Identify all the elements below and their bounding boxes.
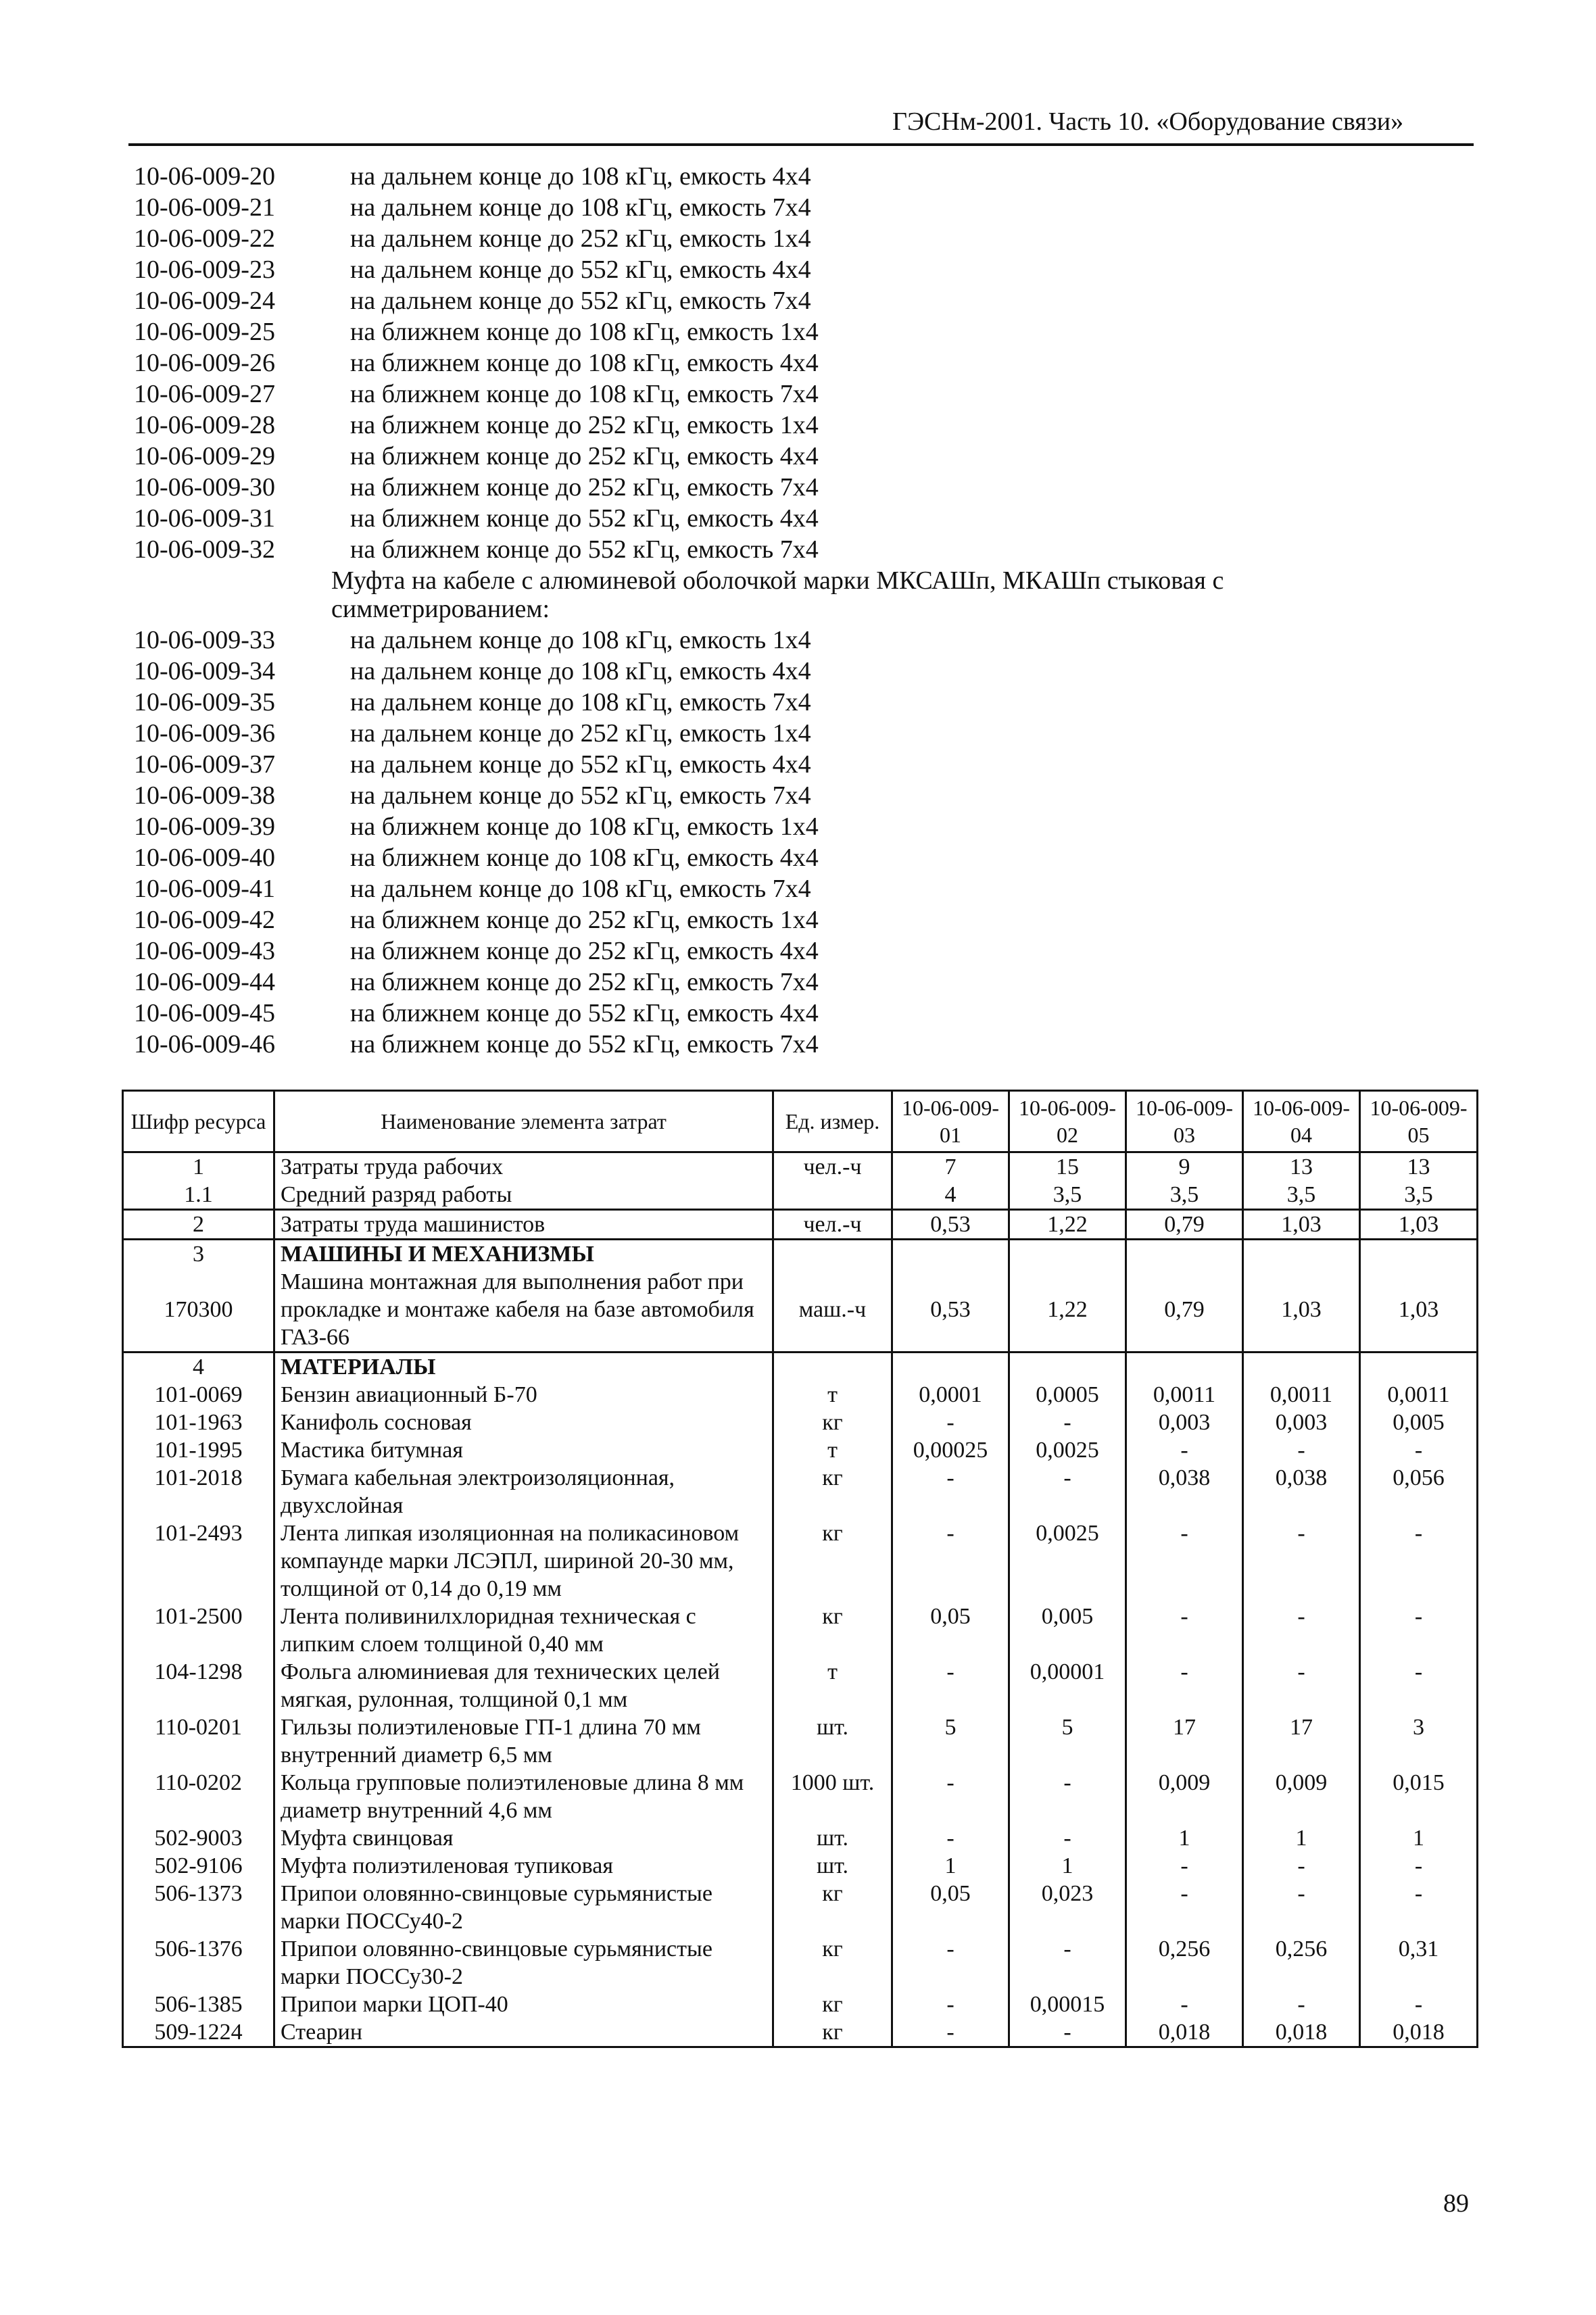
- cell-value: 0,009: [1243, 1769, 1360, 1824]
- page-header-title: ГЭСНм-2001. Часть 10. «Оборудование связи»: [892, 107, 1404, 136]
- cell-value: 1,22: [1009, 1210, 1126, 1240]
- code-description: на ближнем конце до 108 кГц, емкость 4х4: [350, 349, 819, 377]
- resource-table: [122, 1090, 1478, 2048]
- code-list-item: [134, 347, 1418, 379]
- table-row: [123, 1603, 1478, 1658]
- code-description: на ближнем конце до 252 кГц, емкость 7х4: [350, 968, 819, 996]
- cell-value: 0,003: [1243, 1409, 1360, 1436]
- cell-cipher: 1.1: [123, 1181, 274, 1210]
- table-row: [123, 1381, 1478, 1409]
- cell-value: -: [1009, 1769, 1126, 1824]
- code-description: на дальнем конце до 108 кГц, емкость 4х4: [350, 657, 811, 685]
- cell-value: 1,22: [1009, 1268, 1126, 1353]
- code-list-item: [134, 780, 1418, 811]
- table-row: [123, 1353, 1478, 1382]
- table-row: [123, 1464, 1478, 1519]
- cell-value: 0,31: [1360, 1935, 1478, 1991]
- table-row: [123, 1991, 1478, 2018]
- resource-code: 10-06-009-33: [134, 626, 275, 654]
- cell-cipher: 101-2500: [123, 1603, 274, 1658]
- cell-value: -: [1009, 1935, 1126, 1991]
- page-number: 89: [1443, 2189, 1469, 2218]
- cell-name: Канифоль сосновая: [274, 1409, 773, 1436]
- code-description: на ближнем конце до 252 кГц, емкость 7х4: [350, 473, 819, 502]
- cell-value: 3,5: [1243, 1181, 1360, 1210]
- cell-name: Средний разряд работы: [274, 1181, 773, 1210]
- table-row: [123, 1152, 1478, 1181]
- cell-value: -: [892, 2018, 1009, 2047]
- cell-cipher: 502-9106: [123, 1852, 274, 1880]
- resource-code: 10-06-009-41: [134, 875, 275, 903]
- col-header-norm: 10-06-009-04: [1243, 1091, 1360, 1152]
- cell-value: -: [1243, 1436, 1360, 1464]
- group-heading: симметрированием:: [331, 595, 550, 623]
- cell-value: 3,5: [1360, 1181, 1478, 1210]
- col-header-norm: 10-06-009-03: [1126, 1091, 1243, 1152]
- resource-code: 10-06-009-39: [134, 812, 275, 841]
- resource-code: 10-06-009-24: [134, 287, 275, 315]
- cell-unit: шт.: [773, 1824, 892, 1852]
- cell-unit: 1000 шт.: [773, 1769, 892, 1824]
- cell-unit: т: [773, 1436, 892, 1464]
- resource-code: 10-06-009-27: [134, 380, 275, 408]
- cell-value: -: [892, 1519, 1009, 1603]
- code-list-item: [134, 472, 1418, 503]
- cell-value: 1: [892, 1852, 1009, 1880]
- cell-name: Затраты труда рабочих: [274, 1152, 773, 1181]
- cell-value: -: [1360, 1852, 1478, 1880]
- code-list-item: [134, 223, 1418, 254]
- cell-value: 0,53: [892, 1268, 1009, 1353]
- code-description: на дальнем конце до 108 кГц, емкость 7х4: [350, 193, 811, 222]
- cell-value: -: [892, 1658, 1009, 1713]
- cell-value: -: [1126, 1603, 1243, 1658]
- resource-code: 10-06-009-35: [134, 688, 275, 716]
- cell-unit: [773, 1353, 892, 1382]
- code-description: на ближнем конце до 552 кГц, емкость 7х4: [350, 535, 819, 564]
- cell-value: 1,03: [1243, 1268, 1360, 1353]
- cell-value: 0,018: [1126, 2018, 1243, 2047]
- cell-value: -: [1360, 1519, 1478, 1603]
- cell-value: -: [1126, 1991, 1243, 2018]
- code-description: на дальнем конце до 252 кГц, емкость 1х4: [350, 719, 811, 748]
- code-list-item: [134, 842, 1418, 873]
- code-description: на дальнем конце до 552 кГц, емкость 7х4: [350, 781, 811, 810]
- cell-value: 13: [1243, 1152, 1360, 1181]
- table-row: [123, 1268, 1478, 1353]
- table-row: [123, 1181, 1478, 1210]
- resource-code: 10-06-009-37: [134, 750, 275, 779]
- cell-unit: кг: [773, 1409, 892, 1436]
- cell-value: [1243, 1353, 1360, 1382]
- resource-code: 10-06-009-44: [134, 968, 275, 996]
- cell-value: 0,018: [1360, 2018, 1478, 2047]
- cell-value: 0,05: [892, 1880, 1009, 1935]
- code-description: на дальнем конце до 108 кГц, емкость 4х4: [350, 162, 811, 191]
- table-row: [123, 1436, 1478, 1464]
- resource-code: 10-06-009-38: [134, 781, 275, 810]
- cell-unit: т: [773, 1381, 892, 1409]
- cell-value: -: [1243, 1991, 1360, 2018]
- code-description: на ближнем конце до 552 кГц, емкость 4х4: [350, 504, 819, 533]
- cell-value: -: [892, 1464, 1009, 1519]
- cell-value: [1360, 1240, 1478, 1269]
- cell-value: [1126, 1353, 1243, 1382]
- cell-cipher: 506-1376: [123, 1935, 274, 1991]
- code-list-item: [134, 625, 1418, 656]
- code-description: на дальнем конце до 108 кГц, емкость 1х4: [350, 626, 811, 654]
- resource-code: 10-06-009-46: [134, 1030, 275, 1058]
- table-row: [123, 1713, 1478, 1769]
- cell-cipher: 101-2493: [123, 1519, 274, 1603]
- code-description: на ближнем конце до 552 кГц, емкость 4х4: [350, 999, 819, 1027]
- cell-value: -: [892, 1409, 1009, 1436]
- code-description: на ближнем конце до 552 кГц, емкость 7х4: [350, 1030, 819, 1058]
- code-description: на дальнем конце до 552 кГц, емкость 4х4: [350, 255, 811, 284]
- code-description: на дальнем конце до 108 кГц, емкость 7х4: [350, 875, 811, 903]
- cell-value: 17: [1243, 1713, 1360, 1769]
- resource-code: 10-06-009-29: [134, 442, 275, 470]
- cell-value: [1126, 1240, 1243, 1269]
- table-row: [123, 1852, 1478, 1880]
- resource-code: 10-06-009-32: [134, 535, 275, 564]
- code-description: на дальнем конце до 252 кГц, емкость 1х4: [350, 224, 811, 253]
- cell-value: 15: [1009, 1152, 1126, 1181]
- code-list-item: [134, 410, 1418, 441]
- cell-name: МАШИНЫ И МЕХАНИЗМЫ: [274, 1240, 773, 1269]
- cell-value: 3: [1360, 1713, 1478, 1769]
- cell-value: [892, 1240, 1009, 1269]
- resource-code: 10-06-009-22: [134, 224, 275, 253]
- cell-value: 0,038: [1126, 1464, 1243, 1519]
- cell-unit: кг: [773, 1935, 892, 1991]
- cell-value: 0,0001: [892, 1381, 1009, 1409]
- cell-name: Кольца групповые полиэтиленовые длина 8 мм диаметр внутренний 4,6 мм: [274, 1769, 773, 1824]
- cell-value: 0,00001: [1009, 1658, 1126, 1713]
- cell-cipher: 3: [123, 1240, 274, 1269]
- cell-cipher: 2: [123, 1210, 274, 1240]
- code-list-item: [134, 534, 1418, 565]
- col-header-norm: 10-06-009-02: [1009, 1091, 1126, 1152]
- cell-cipher: 110-0202: [123, 1769, 274, 1824]
- table-header-row: [123, 1091, 1478, 1152]
- cell-cipher: 104-1298: [123, 1658, 274, 1713]
- cell-value: -: [1243, 1603, 1360, 1658]
- cell-value: [1009, 1240, 1126, 1269]
- resource-code: 10-06-009-34: [134, 657, 275, 685]
- cell-value: -: [1360, 1880, 1478, 1935]
- cell-value: 3,5: [1126, 1181, 1243, 1210]
- code-list-item: [134, 192, 1418, 223]
- code-description: на ближнем конце до 108 кГц, емкость 1х4: [350, 812, 819, 841]
- cell-value: -: [1360, 1991, 1478, 2018]
- resource-code: 10-06-009-42: [134, 906, 275, 934]
- cell-value: 1,03: [1360, 1268, 1478, 1353]
- cell-unit: [773, 1181, 892, 1210]
- cell-value: -: [892, 1769, 1009, 1824]
- cell-value: 0,018: [1243, 2018, 1360, 2047]
- cell-value: [1360, 1353, 1478, 1382]
- cell-value: 0,05: [892, 1603, 1009, 1658]
- code-list-item: [134, 904, 1418, 935]
- code-description: на дальнем конце до 108 кГц, емкость 7х4: [350, 688, 811, 716]
- cell-value: 13: [1360, 1152, 1478, 1181]
- cell-value: 1,03: [1243, 1210, 1360, 1240]
- cell-name: Муфта полиэтиленовая тупиковая: [274, 1852, 773, 1880]
- cell-value: 0,0025: [1009, 1436, 1126, 1464]
- code-list-item: [134, 967, 1418, 998]
- resource-code: 10-06-009-43: [134, 937, 275, 965]
- cell-unit: кг: [773, 1464, 892, 1519]
- cell-name: Бензин авиационный Б-70: [274, 1381, 773, 1409]
- table-row: [123, 1824, 1478, 1852]
- cell-value: -: [892, 1991, 1009, 2018]
- cell-cipher: 1: [123, 1152, 274, 1181]
- cell-value: -: [1243, 1519, 1360, 1603]
- cell-name: МАТЕРИАЛЫ: [274, 1353, 773, 1382]
- col-header-norm: 10-06-009-05: [1360, 1091, 1478, 1152]
- resource-code: 10-06-009-20: [134, 162, 275, 191]
- cell-unit: [773, 1240, 892, 1269]
- cell-value: -: [1360, 1603, 1478, 1658]
- resource-code: 10-06-009-21: [134, 193, 275, 222]
- group-heading: Муфта на кабеле с алюминевой оболочкой марки МКСАШп, МКАШп стыковая с: [331, 566, 1224, 595]
- code-list-item: [134, 379, 1418, 410]
- code-list-item: [134, 998, 1418, 1029]
- cell-value: 0,0005: [1009, 1381, 1126, 1409]
- code-list-item: [134, 935, 1418, 967]
- cell-name: Гильзы полиэтиленовые ГП-1 длина 70 мм внутренний диаметр 6,5 мм: [274, 1713, 773, 1769]
- cell-value: 0,0025: [1009, 1519, 1126, 1603]
- code-list-item: [134, 811, 1418, 842]
- code-description: на ближнем конце до 252 кГц, емкость 4х4: [350, 937, 819, 965]
- cell-value: 0,0011: [1360, 1381, 1478, 1409]
- cell-name: Машина монтажная для выполнения работ при прокладке и монтаже кабеля на базе автомобиля ГАЗ-66: [274, 1268, 773, 1353]
- cell-name: Припои оловянно-свинцовые сурьмянистые марки ПОССу30-2: [274, 1935, 773, 1991]
- table-row: [123, 1658, 1478, 1713]
- cell-value: 1: [1243, 1824, 1360, 1852]
- cell-value: 9: [1126, 1152, 1243, 1181]
- resource-code: 10-06-009-40: [134, 844, 275, 872]
- cell-unit: кг: [773, 1991, 892, 2018]
- cell-value: 0,009: [1126, 1769, 1243, 1824]
- cell-value: 0,003: [1126, 1409, 1243, 1436]
- code-description: на ближнем конце до 252 кГц, емкость 1х4: [350, 411, 819, 439]
- cell-unit: чел.-ч: [773, 1152, 892, 1181]
- col-header-name: Наименование элемента затрат: [274, 1091, 773, 1152]
- cell-unit: чел.-ч: [773, 1210, 892, 1240]
- code-list-item: [134, 873, 1418, 904]
- cell-value: 7: [892, 1152, 1009, 1181]
- cell-unit: шт.: [773, 1852, 892, 1880]
- cell-value: -: [1126, 1519, 1243, 1603]
- cell-value: 0,256: [1243, 1935, 1360, 1991]
- code-list-item: [134, 565, 1418, 596]
- table-row: [123, 1409, 1478, 1436]
- code-description: на ближнем конце до 252 кГц, емкость 1х4: [350, 906, 819, 934]
- table-row: [123, 1769, 1478, 1824]
- cell-cipher: 101-2018: [123, 1464, 274, 1519]
- cell-value: -: [1243, 1658, 1360, 1713]
- cell-unit: т: [773, 1658, 892, 1713]
- code-list-item: [134, 687, 1418, 718]
- cell-value: 0,79: [1126, 1268, 1243, 1353]
- cell-value: 0,038: [1243, 1464, 1360, 1519]
- cell-unit: кг: [773, 1519, 892, 1603]
- cell-value: 0,023: [1009, 1880, 1126, 1935]
- cell-value: 0,79: [1126, 1210, 1243, 1240]
- cell-value: 0,005: [1009, 1603, 1126, 1658]
- code-description: на ближнем конце до 108 кГц, емкость 4х4: [350, 844, 819, 872]
- cell-value: 0,015: [1360, 1769, 1478, 1824]
- cell-value: -: [1009, 1824, 1126, 1852]
- cell-value: [1243, 1240, 1360, 1269]
- code-list-item: [134, 656, 1418, 687]
- cell-cipher: 506-1373: [123, 1880, 274, 1935]
- cell-value: 0,256: [1126, 1935, 1243, 1991]
- code-description: на дальнем конце до 552 кГц, емкость 7х4: [350, 287, 811, 315]
- resource-code: 10-06-009-36: [134, 719, 275, 748]
- code-description: на дальнем конце до 552 кГц, емкость 4х4: [350, 750, 811, 779]
- cell-value: -: [1126, 1658, 1243, 1713]
- table-row: [123, 1519, 1478, 1603]
- code-list-item: [134, 254, 1418, 285]
- code-description: на ближнем конце до 108 кГц, емкость 7х4: [350, 380, 819, 408]
- code-list-item: [134, 1029, 1418, 1060]
- cell-value: [892, 1353, 1009, 1382]
- code-list-item: [134, 593, 1418, 625]
- cell-cipher: 509-1224: [123, 2018, 274, 2047]
- table-row: [123, 1240, 1478, 1269]
- col-header-cipher: Шифр ресурса: [123, 1091, 274, 1152]
- resource-code: 10-06-009-26: [134, 349, 275, 377]
- resource-code: 10-06-009-28: [134, 411, 275, 439]
- cell-unit: кг: [773, 1603, 892, 1658]
- cell-value: -: [1243, 1880, 1360, 1935]
- table-row: [123, 1210, 1478, 1240]
- cell-unit: шт.: [773, 1713, 892, 1769]
- cell-value: -: [892, 1824, 1009, 1852]
- table-row: [123, 1880, 1478, 1935]
- cell-cipher: 101-1963: [123, 1409, 274, 1436]
- cell-name: Припои оловянно-свинцовые сурьмянистые марки ПОССу40-2: [274, 1880, 773, 1935]
- code-description: на ближнем конце до 108 кГц, емкость 1х4: [350, 318, 819, 346]
- code-list-item: [134, 718, 1418, 749]
- cell-value: 1: [1126, 1824, 1243, 1852]
- cell-unit: кг: [773, 1880, 892, 1935]
- cell-name: Лента липкая изоляционная на поликасиновом компаунде марки ЛСЭПЛ, шириной 20-30 мм, толщиной от 0,14 до 0,19 мм: [274, 1519, 773, 1603]
- cell-value: 4: [892, 1181, 1009, 1210]
- cell-name: Бумага кабельная электроизоляционная, двухслойная: [274, 1464, 773, 1519]
- cell-value: 1,03: [1360, 1210, 1478, 1240]
- cell-value: -: [892, 1935, 1009, 1991]
- code-list-item: [134, 441, 1418, 472]
- resource-code: 10-06-009-31: [134, 504, 275, 533]
- resource-code: 10-06-009-30: [134, 473, 275, 502]
- col-header-unit: Ед. измер.: [773, 1091, 892, 1152]
- cell-value: 0,0011: [1243, 1381, 1360, 1409]
- cell-value: -: [1243, 1852, 1360, 1880]
- cell-value: 0,53: [892, 1210, 1009, 1240]
- cell-name: Затраты труда машинистов: [274, 1210, 773, 1240]
- cell-value: -: [1009, 1409, 1126, 1436]
- code-list-item: [134, 285, 1418, 316]
- code-list-item: [134, 316, 1418, 347]
- cell-value: -: [1009, 1464, 1126, 1519]
- cell-unit: кг: [773, 2018, 892, 2047]
- code-list-item: [134, 503, 1418, 534]
- cell-name: Припои марки ЦОП-40: [274, 1991, 773, 2018]
- cell-value: -: [1126, 1436, 1243, 1464]
- code-list: [134, 161, 1418, 1060]
- cell-cipher: 4: [123, 1353, 274, 1382]
- cell-value: 0,005: [1360, 1409, 1478, 1436]
- resource-code: 10-06-009-25: [134, 318, 275, 346]
- cell-cipher: 170300: [123, 1268, 274, 1353]
- resource-code: 10-06-009-23: [134, 255, 275, 284]
- col-header-norm: 10-06-009-01: [892, 1091, 1009, 1152]
- resource-code: 10-06-009-45: [134, 999, 275, 1027]
- cell-cipher: 506-1385: [123, 1991, 274, 2018]
- table-row: [123, 1935, 1478, 1991]
- cell-name: Муфта свинцовая: [274, 1824, 773, 1852]
- cell-value: 5: [892, 1713, 1009, 1769]
- cell-value: [1009, 1353, 1126, 1382]
- table-row: [123, 2018, 1478, 2047]
- code-description: на ближнем конце до 252 кГц, емкость 4х4: [350, 442, 819, 470]
- cell-value: 0,00025: [892, 1436, 1009, 1464]
- cell-cipher: 101-1995: [123, 1436, 274, 1464]
- cell-value: 5: [1009, 1713, 1126, 1769]
- cell-value: -: [1009, 2018, 1126, 2047]
- code-list-item: [134, 749, 1418, 780]
- cell-value: -: [1360, 1658, 1478, 1713]
- cell-value: 3,5: [1009, 1181, 1126, 1210]
- cell-cipher: 502-9003: [123, 1824, 274, 1852]
- cell-unit: маш.-ч: [773, 1268, 892, 1353]
- cell-value: 0,056: [1360, 1464, 1478, 1519]
- cell-name: Мастика битумная: [274, 1436, 773, 1464]
- cell-name: Стеарин: [274, 2018, 773, 2047]
- cell-value: -: [1126, 1880, 1243, 1935]
- code-list-item: [134, 161, 1418, 192]
- cell-value: 1: [1360, 1824, 1478, 1852]
- header-rule: [128, 143, 1474, 146]
- cell-name: Лента поливинилхлоридная техническая с липким слоем толщиной 0,40 мм: [274, 1603, 773, 1658]
- cell-cipher: 110-0201: [123, 1713, 274, 1769]
- cell-value: 17: [1126, 1713, 1243, 1769]
- cell-name: Фольга алюминиевая для технических целей мягкая, рулонная, толщиной 0,1 мм: [274, 1658, 773, 1713]
- cell-cipher: 101-0069: [123, 1381, 274, 1409]
- cell-value: 0,0011: [1126, 1381, 1243, 1409]
- cell-value: -: [1360, 1436, 1478, 1464]
- cell-value: 1: [1009, 1852, 1126, 1880]
- cell-value: 0,00015: [1009, 1991, 1126, 2018]
- cell-value: -: [1126, 1852, 1243, 1880]
